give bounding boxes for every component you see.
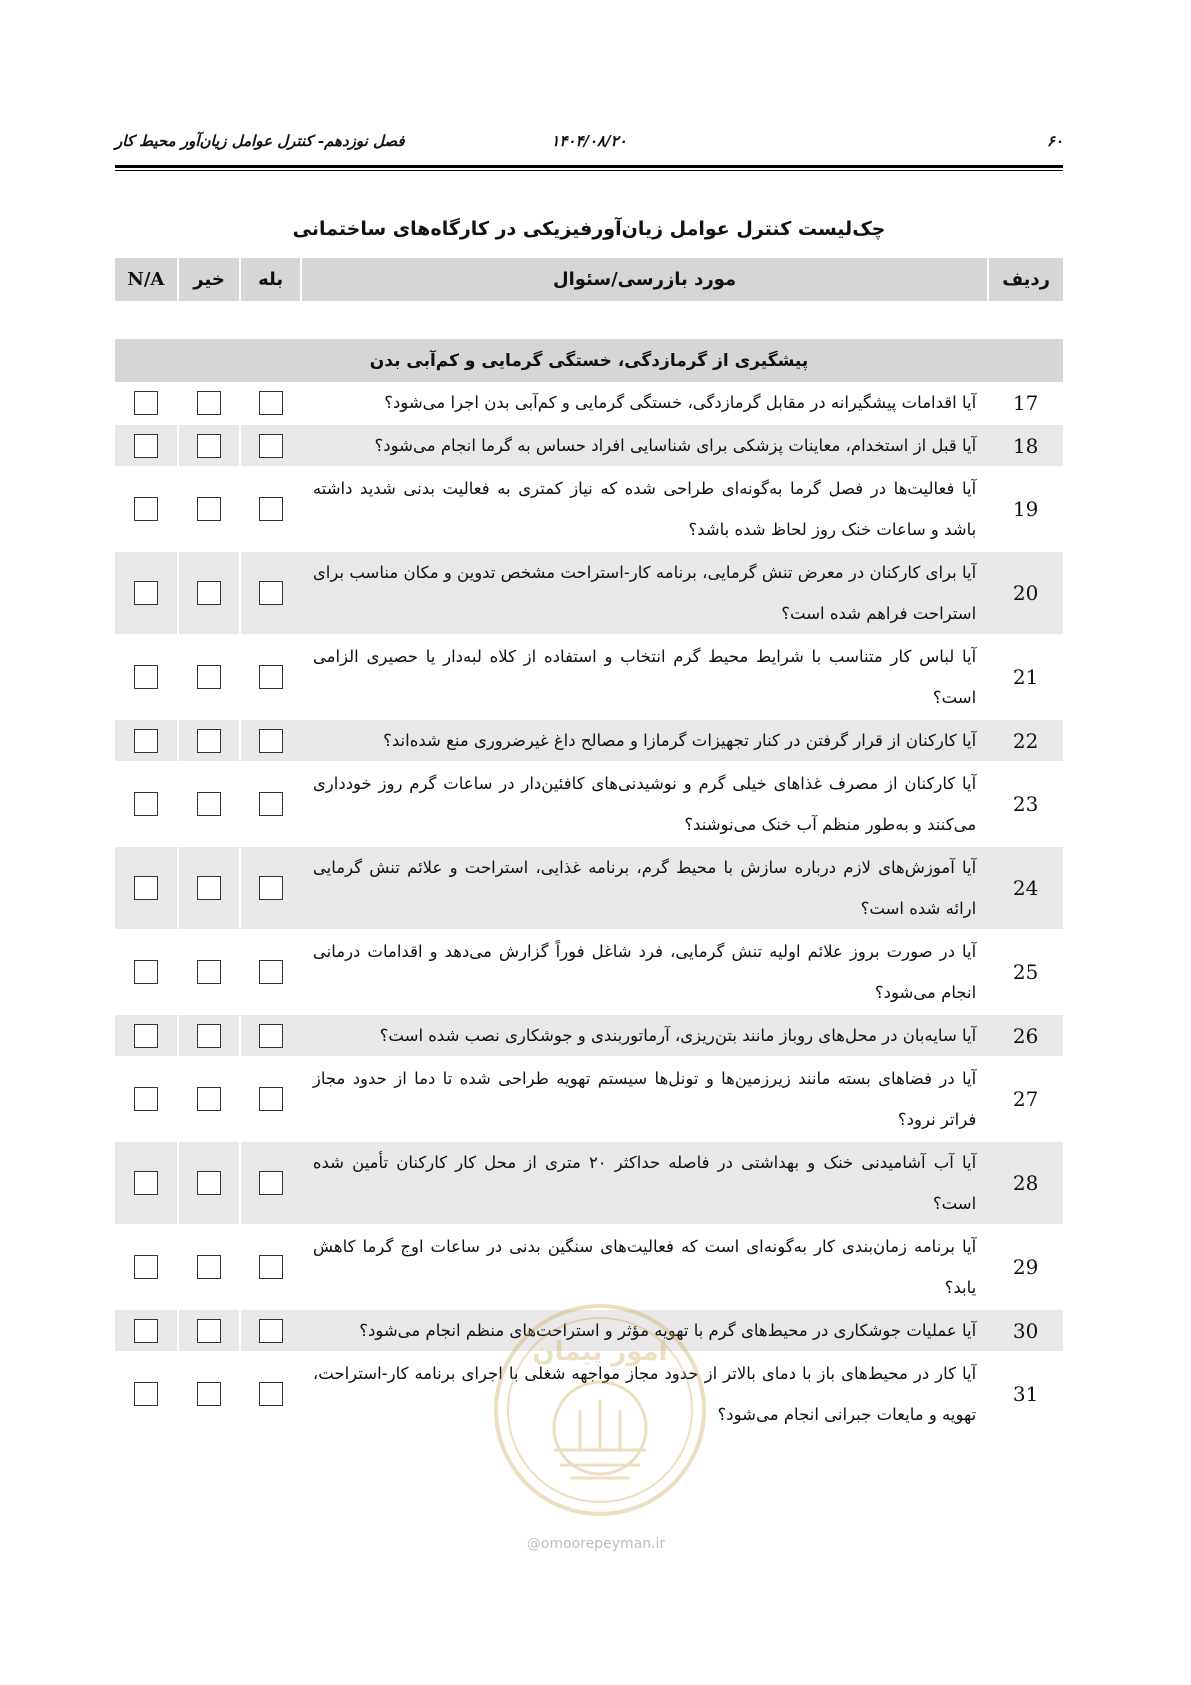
cell-na [115,382,178,424]
cell-na [115,1057,178,1141]
row-number: 20 [988,551,1063,635]
checkbox-na[interactable] [134,391,158,415]
checklist-title: چک‌لیست کنترل عوامل زیان‌آورفیزیکی در کارگاه‌های ساختمانی [292,218,886,240]
checkbox-yes[interactable] [259,434,283,458]
checkbox-yes[interactable] [259,792,283,816]
watermark-url: @omoorepeyman.ir [526,1536,666,1552]
row-number: 19 [988,467,1063,551]
checklist-row [115,719,1063,762]
checkbox-no[interactable] [197,1319,221,1343]
question-text: آیا اقدامات پیشگیرانه در مقابل گرمازدگی، خستگی گرمایی و کم‌آبی بدن اجرا می‌شود؟ [301,382,988,424]
checklist-row [115,1057,1063,1141]
checkbox-na[interactable] [134,1382,158,1406]
cell-yes [240,1014,300,1057]
seal-watermark [490,1300,710,1520]
seal-text: امور پیمان [532,1337,668,1367]
row-number: 23 [988,762,1063,846]
checkbox-na[interactable] [134,792,158,816]
checklist-row [115,382,1063,424]
row-number: 21 [988,635,1063,719]
col-header-no: خیر [178,258,241,301]
checkbox-na[interactable] [134,581,158,605]
question-text: آیا فعالیت‌ها در فصل گرما به‌گونه‌ای طراحی شده که نیاز کمتری به فعالیت بدنی شدید داشته باشد و ساعات خنک روز لحاظ شده باشد؟ [301,467,988,551]
cell-yes [240,382,300,424]
checkbox-no[interactable] [197,665,221,689]
row-number: 17 [988,382,1063,424]
question-text: آیا در صورت بروز علائم اولیه تنش گرمایی، فرد شاغل فوراً گزارش می‌دهد و اقدامات درمانی انجام می‌شود؟ [301,930,988,1014]
cell-no [178,551,241,635]
checkbox-na[interactable] [134,1024,158,1048]
checklist-row [115,930,1063,1014]
cell-yes [240,1225,300,1309]
checkbox-no[interactable] [197,581,221,605]
checkbox-na[interactable] [134,876,158,900]
cell-na [115,846,178,930]
cell-yes [240,1309,300,1352]
checkbox-yes[interactable] [259,497,283,521]
cell-no [178,1225,241,1309]
row-number: 28 [988,1141,1063,1225]
table-header-row [115,258,1063,301]
cell-na [115,424,178,467]
checklist-row [115,846,1063,930]
cell-yes [240,1057,300,1141]
checklist-row [115,635,1063,719]
checkbox-no[interactable] [197,1024,221,1048]
question-text: آیا کارکنان از مصرف غذاهای خیلی گرم و نوشیدنی‌های کافئین‌دار در ساعات گرم روز خودداری می‌کنند و به‌طور منظم آب خنک می‌نوشند؟ [301,762,988,846]
checklist-row [115,467,1063,551]
cell-na [115,551,178,635]
question-text: آیا در فضاهای بسته مانند زیرزمین‌ها و تونل‌ها سیستم تهویه طراحی شده تا دما از حدود مجاز فراتر نرود؟ [301,1057,988,1141]
checkbox-yes[interactable] [259,1319,283,1343]
checklist-row [115,1141,1063,1225]
cell-yes [240,551,300,635]
question-text: آیا سایه‌بان در محل‌های روباز مانند بتن‌ریزی، آرماتوربندی و جوشکاری نصب شده است؟ [301,1014,988,1057]
checkbox-no[interactable] [197,1171,221,1195]
cell-no [178,635,241,719]
checkbox-na[interactable] [134,1171,158,1195]
running-header [115,132,1063,158]
cell-no [178,762,241,846]
checkbox-na[interactable] [134,497,158,521]
cell-no [178,719,241,762]
checkbox-yes[interactable] [259,729,283,753]
cell-no [178,467,241,551]
cell-na [115,1014,178,1057]
checkbox-na[interactable] [134,960,158,984]
checkbox-no[interactable] [197,1255,221,1279]
question-text: آیا برنامه زمان‌بندی کار به‌گونه‌ای است که فعالیت‌های سنگین بدنی در ساعات اوج گرما کاهش یابد؟ [301,1225,988,1309]
checklist-row [115,1014,1063,1057]
cell-no [178,1014,241,1057]
header-date: ۱۴۰۴/۰۸/۲۰ [551,132,627,150]
question-text: آیا عملیات جوشکاری در محیط‌های گرم با تهویه مؤثر و استراحت‌های منظم انجام می‌شود؟ [301,1309,988,1352]
cell-no [178,424,241,467]
checkbox-no[interactable] [197,434,221,458]
cell-na [115,635,178,719]
checkbox-no[interactable] [197,497,221,521]
checkbox-yes[interactable] [259,1171,283,1195]
page-number: ۶۰ [1046,132,1063,150]
checkbox-na[interactable] [134,729,158,753]
col-header-na: N/A [115,258,178,301]
question-text: آیا برای کارکنان در معرض تنش گرمایی، برنامه کار-استراحت مشخص تدوین و مکان مناسب برای استراحت فراهم شده است؟ [301,551,988,635]
cell-yes [240,1352,300,1436]
checkbox-yes[interactable] [259,1024,283,1048]
cell-no [178,1141,241,1225]
cell-no [178,1057,241,1141]
row-number: 22 [988,719,1063,762]
checkbox-yes[interactable] [259,391,283,415]
checkbox-yes[interactable] [259,960,283,984]
checkbox-yes[interactable] [259,1382,283,1406]
question-text: آیا کار در محیط‌های باز با دمای بالاتر از حدود مجاز مواجهه شغلی با اجرای برنامه کار-استراحت، تهویه و مایعات جبرانی انجام می‌شود؟ [301,1352,988,1436]
checklist-table [115,258,1063,1437]
cell-yes [240,635,300,719]
col-header-row: ردیف [988,258,1063,301]
checkbox-na[interactable] [134,1319,158,1343]
cell-yes [240,467,300,551]
checkbox-na[interactable] [134,1255,158,1279]
cell-yes [240,719,300,762]
question-text: آیا آب آشامیدنی خنک و بهداشتی در فاصله حداکثر ۲۰ متری از محل کار کارکنان تأمین شده است؟ [301,1141,988,1225]
checkbox-no[interactable] [197,960,221,984]
cell-yes [240,424,300,467]
cell-na [115,762,178,846]
col-header-question: مورد بازرسی/سئوال [301,258,988,301]
cell-no [178,382,241,424]
cell-na [115,1352,178,1436]
section-header-row [115,339,1063,382]
checkbox-na[interactable] [134,1087,158,1111]
header-rule-thick [115,165,1063,168]
checkbox-no[interactable] [197,391,221,415]
row-number: 18 [988,424,1063,467]
checkbox-yes[interactable] [259,665,283,689]
chapter-title: فصل نوزدهم- کنترل عوامل زیان‌آور محیط کار [115,132,405,150]
row-number: 24 [988,846,1063,930]
checklist-row [115,762,1063,846]
cell-yes [240,762,300,846]
checkbox-yes[interactable] [259,1087,283,1111]
checkbox-no[interactable] [197,1087,221,1111]
checklist-row [115,551,1063,635]
cell-no [178,1352,241,1436]
cell-na [115,1141,178,1225]
checkbox-yes[interactable] [259,581,283,605]
checkbox-yes[interactable] [259,1255,283,1279]
cell-na [115,930,178,1014]
row-number: 30 [988,1309,1063,1352]
cell-na [115,1309,178,1352]
cell-na [115,719,178,762]
question-text: آیا آموزش‌های لازم درباره سازش با محیط گرم، برنامه غذایی، استراحت و علائم تنش گرمایی ارائه شده است؟ [301,846,988,930]
checkbox-no[interactable] [197,1382,221,1406]
row-number: 27 [988,1057,1063,1141]
cell-no [178,930,241,1014]
checklist-row [115,1225,1063,1309]
question-text: آیا قبل از استخدام، معاینات پزشکی برای شناسایی افراد حساس به گرما انجام می‌شود؟ [301,424,988,467]
question-text: آیا کارکنان از قرار گرفتن در کنار تجهیزات گرمازا و مصالح داغ غیرضروری منع شده‌اند؟ [301,719,988,762]
section-title: پیشگیری از گرمازدگی، خستگی گرمایی و کم‌آبی بدن [115,339,1063,382]
row-number: 25 [988,930,1063,1014]
row-number: 29 [988,1225,1063,1309]
checkbox-na[interactable] [134,665,158,689]
cell-no [178,1309,241,1352]
cell-yes [240,1141,300,1225]
col-header-yes: بله [240,258,300,301]
checkbox-na[interactable] [134,434,158,458]
row-number: 31 [988,1352,1063,1436]
cell-yes [240,846,300,930]
cell-na [115,1225,178,1309]
cell-no [178,846,241,930]
header-rule-thin [115,170,1063,171]
question-text: آیا لباس کار متناسب با شرایط محیط گرم انتخاب و استفاده از کلاه لبه‌دار یا حصیری الزامی است؟ [301,635,988,719]
checkbox-no[interactable] [197,729,221,753]
cell-yes [240,930,300,1014]
checkbox-no[interactable] [197,792,221,816]
row-number: 26 [988,1014,1063,1057]
cell-na [115,467,178,551]
checkbox-no[interactable] [197,876,221,900]
checkbox-yes[interactable] [259,876,283,900]
checklist-row [115,424,1063,467]
